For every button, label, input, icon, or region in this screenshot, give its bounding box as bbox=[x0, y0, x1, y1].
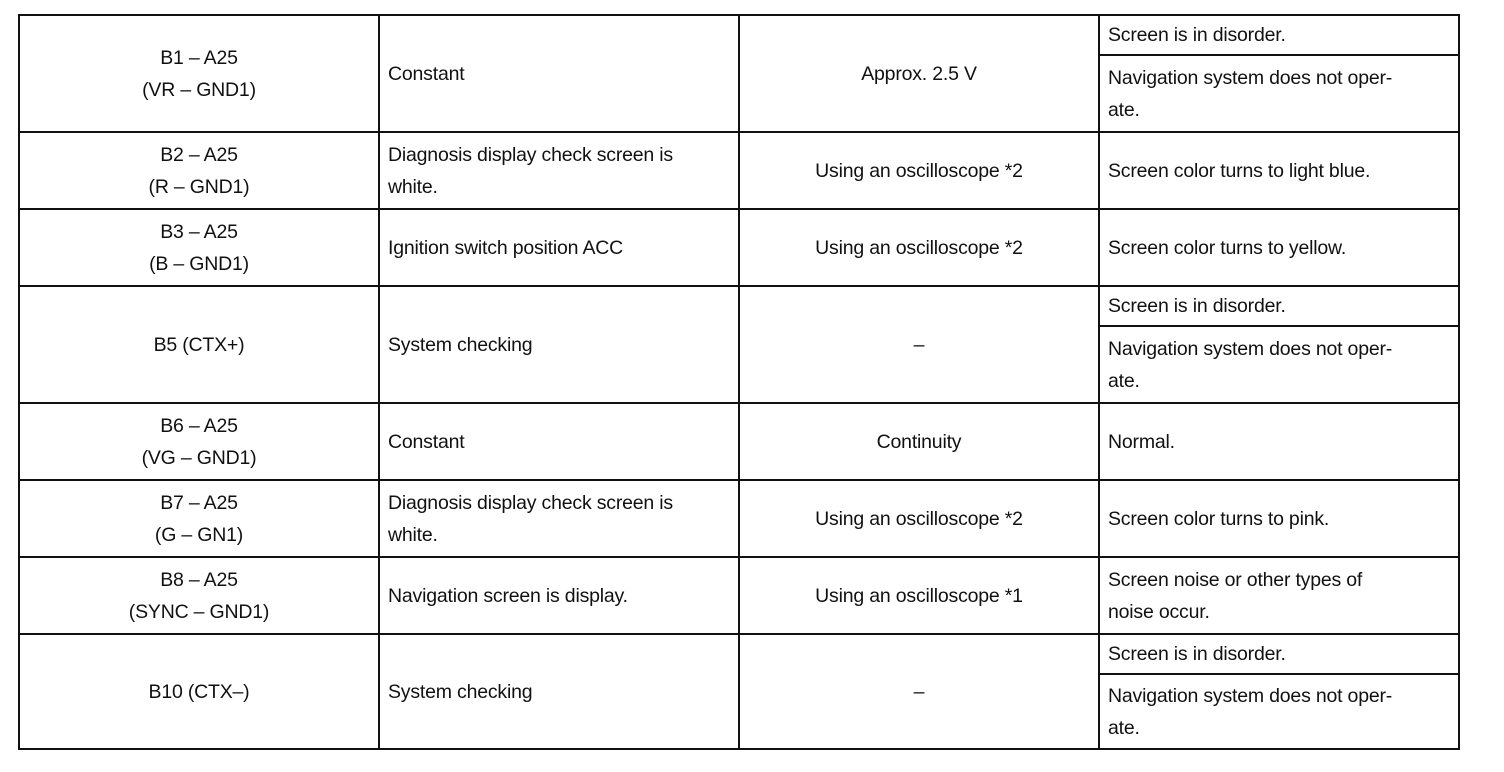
terminal-line: B2 – A25 bbox=[160, 143, 238, 166]
terminal-cell bbox=[19, 403, 379, 480]
terminal-line: B10 (CTX–) bbox=[148, 680, 250, 703]
specified-condition-cell: Approx. 2.5 V bbox=[739, 15, 1099, 132]
symptom-line: Screen is in disorder. bbox=[1108, 295, 1286, 317]
symptom-cell bbox=[1099, 55, 1459, 132]
terminal-inspection-table-container bbox=[18, 14, 1460, 750]
terminal-line: (R – GND1) bbox=[148, 175, 250, 198]
condition-line: System checking bbox=[388, 680, 533, 703]
table-row bbox=[19, 286, 1459, 326]
symptom-cell bbox=[1099, 674, 1459, 749]
condition-line: System checking bbox=[388, 333, 533, 356]
condition-cell bbox=[379, 403, 739, 480]
symptom-cell bbox=[1099, 403, 1459, 480]
terminal-line: B3 – A25 bbox=[160, 220, 238, 243]
condition-line: Diagnosis display check screen is bbox=[388, 143, 673, 166]
specified-condition-cell: Using an oscilloscope *2 bbox=[739, 480, 1099, 557]
symptom-cell bbox=[1099, 557, 1459, 634]
condition-line: Constant bbox=[388, 430, 465, 453]
terminal-inspection-table bbox=[18, 14, 1460, 750]
terminal-line: B5 (CTX+) bbox=[153, 333, 245, 356]
symptom-line: Screen is in disorder. bbox=[1108, 24, 1286, 46]
symptom-line: Screen noise or other types of bbox=[1108, 568, 1363, 591]
terminal-line: (VR – GND1) bbox=[142, 78, 256, 101]
terminal-line: (VG – GND1) bbox=[141, 446, 257, 469]
symptom-line: Screen color turns to pink. bbox=[1108, 507, 1330, 530]
terminal-line: (B – GND1) bbox=[149, 252, 249, 275]
symptom-cell bbox=[1099, 15, 1459, 55]
terminal-cell bbox=[19, 209, 379, 286]
table-row bbox=[19, 480, 1459, 557]
table-row bbox=[19, 557, 1459, 634]
terminal-cell bbox=[19, 557, 379, 634]
specified-condition-cell: Using an oscilloscope *2 bbox=[739, 132, 1099, 209]
condition-cell bbox=[379, 634, 739, 749]
terminal-cell bbox=[19, 15, 379, 132]
symptom-line: Screen is in disorder. bbox=[1108, 643, 1286, 665]
symptom-cell bbox=[1099, 480, 1459, 557]
symptom-line: ate. bbox=[1108, 98, 1140, 121]
specified-condition-cell: – bbox=[739, 634, 1099, 749]
terminal-line: B8 – A25 bbox=[160, 568, 238, 591]
symptom-cell bbox=[1099, 132, 1459, 209]
symptom-line: noise occur. bbox=[1108, 600, 1210, 623]
specified-condition-cell: Using an oscilloscope *2 bbox=[739, 209, 1099, 286]
condition-line: Ignition switch position ACC bbox=[388, 236, 624, 259]
terminal-cell bbox=[19, 480, 379, 557]
symptom-line: Screen color turns to yellow. bbox=[1108, 236, 1347, 259]
symptom-line: Navigation system does not oper- bbox=[1108, 66, 1393, 89]
condition-line: white. bbox=[388, 523, 438, 546]
condition-cell bbox=[379, 209, 739, 286]
terminal-cell bbox=[19, 286, 379, 403]
table-row bbox=[19, 132, 1459, 209]
terminal-cell bbox=[19, 634, 379, 749]
specified-condition-cell: Using an oscilloscope *1 bbox=[739, 557, 1099, 634]
table-row bbox=[19, 403, 1459, 480]
table-row bbox=[19, 209, 1459, 286]
condition-cell bbox=[379, 15, 739, 132]
terminal-line: (SYNC – GND1) bbox=[128, 600, 270, 623]
symptom-line: Navigation system does not oper- bbox=[1108, 684, 1393, 707]
symptom-line: ate. bbox=[1108, 369, 1140, 392]
symptom-cell bbox=[1099, 286, 1459, 326]
condition-cell bbox=[379, 557, 739, 634]
condition-line: Navigation screen is display. bbox=[388, 584, 628, 607]
condition-line: Diagnosis display check screen is bbox=[388, 491, 673, 514]
specified-condition-cell: Continuity bbox=[739, 403, 1099, 480]
symptom-line: Screen color turns to light blue. bbox=[1108, 159, 1371, 182]
symptom-cell bbox=[1099, 209, 1459, 286]
terminal-line: B1 – A25 bbox=[160, 46, 238, 69]
condition-cell bbox=[379, 132, 739, 209]
table-row bbox=[19, 634, 1459, 674]
symptom-line: Navigation system does not oper- bbox=[1108, 337, 1393, 360]
condition-cell bbox=[379, 286, 739, 403]
terminal-cell bbox=[19, 132, 379, 209]
symptom-line: ate. bbox=[1108, 716, 1140, 739]
symptom-line: Normal. bbox=[1108, 430, 1175, 453]
table-row bbox=[19, 15, 1459, 55]
symptom-cell bbox=[1099, 326, 1459, 403]
terminal-line: B7 – A25 bbox=[160, 491, 238, 514]
condition-line: Constant bbox=[388, 62, 465, 85]
condition-line: white. bbox=[388, 175, 438, 198]
symptom-cell bbox=[1099, 634, 1459, 674]
terminal-line: (G – GN1) bbox=[154, 523, 244, 546]
specified-condition-cell: – bbox=[739, 286, 1099, 403]
condition-cell bbox=[379, 480, 739, 557]
terminal-line: B6 – A25 bbox=[160, 414, 238, 437]
